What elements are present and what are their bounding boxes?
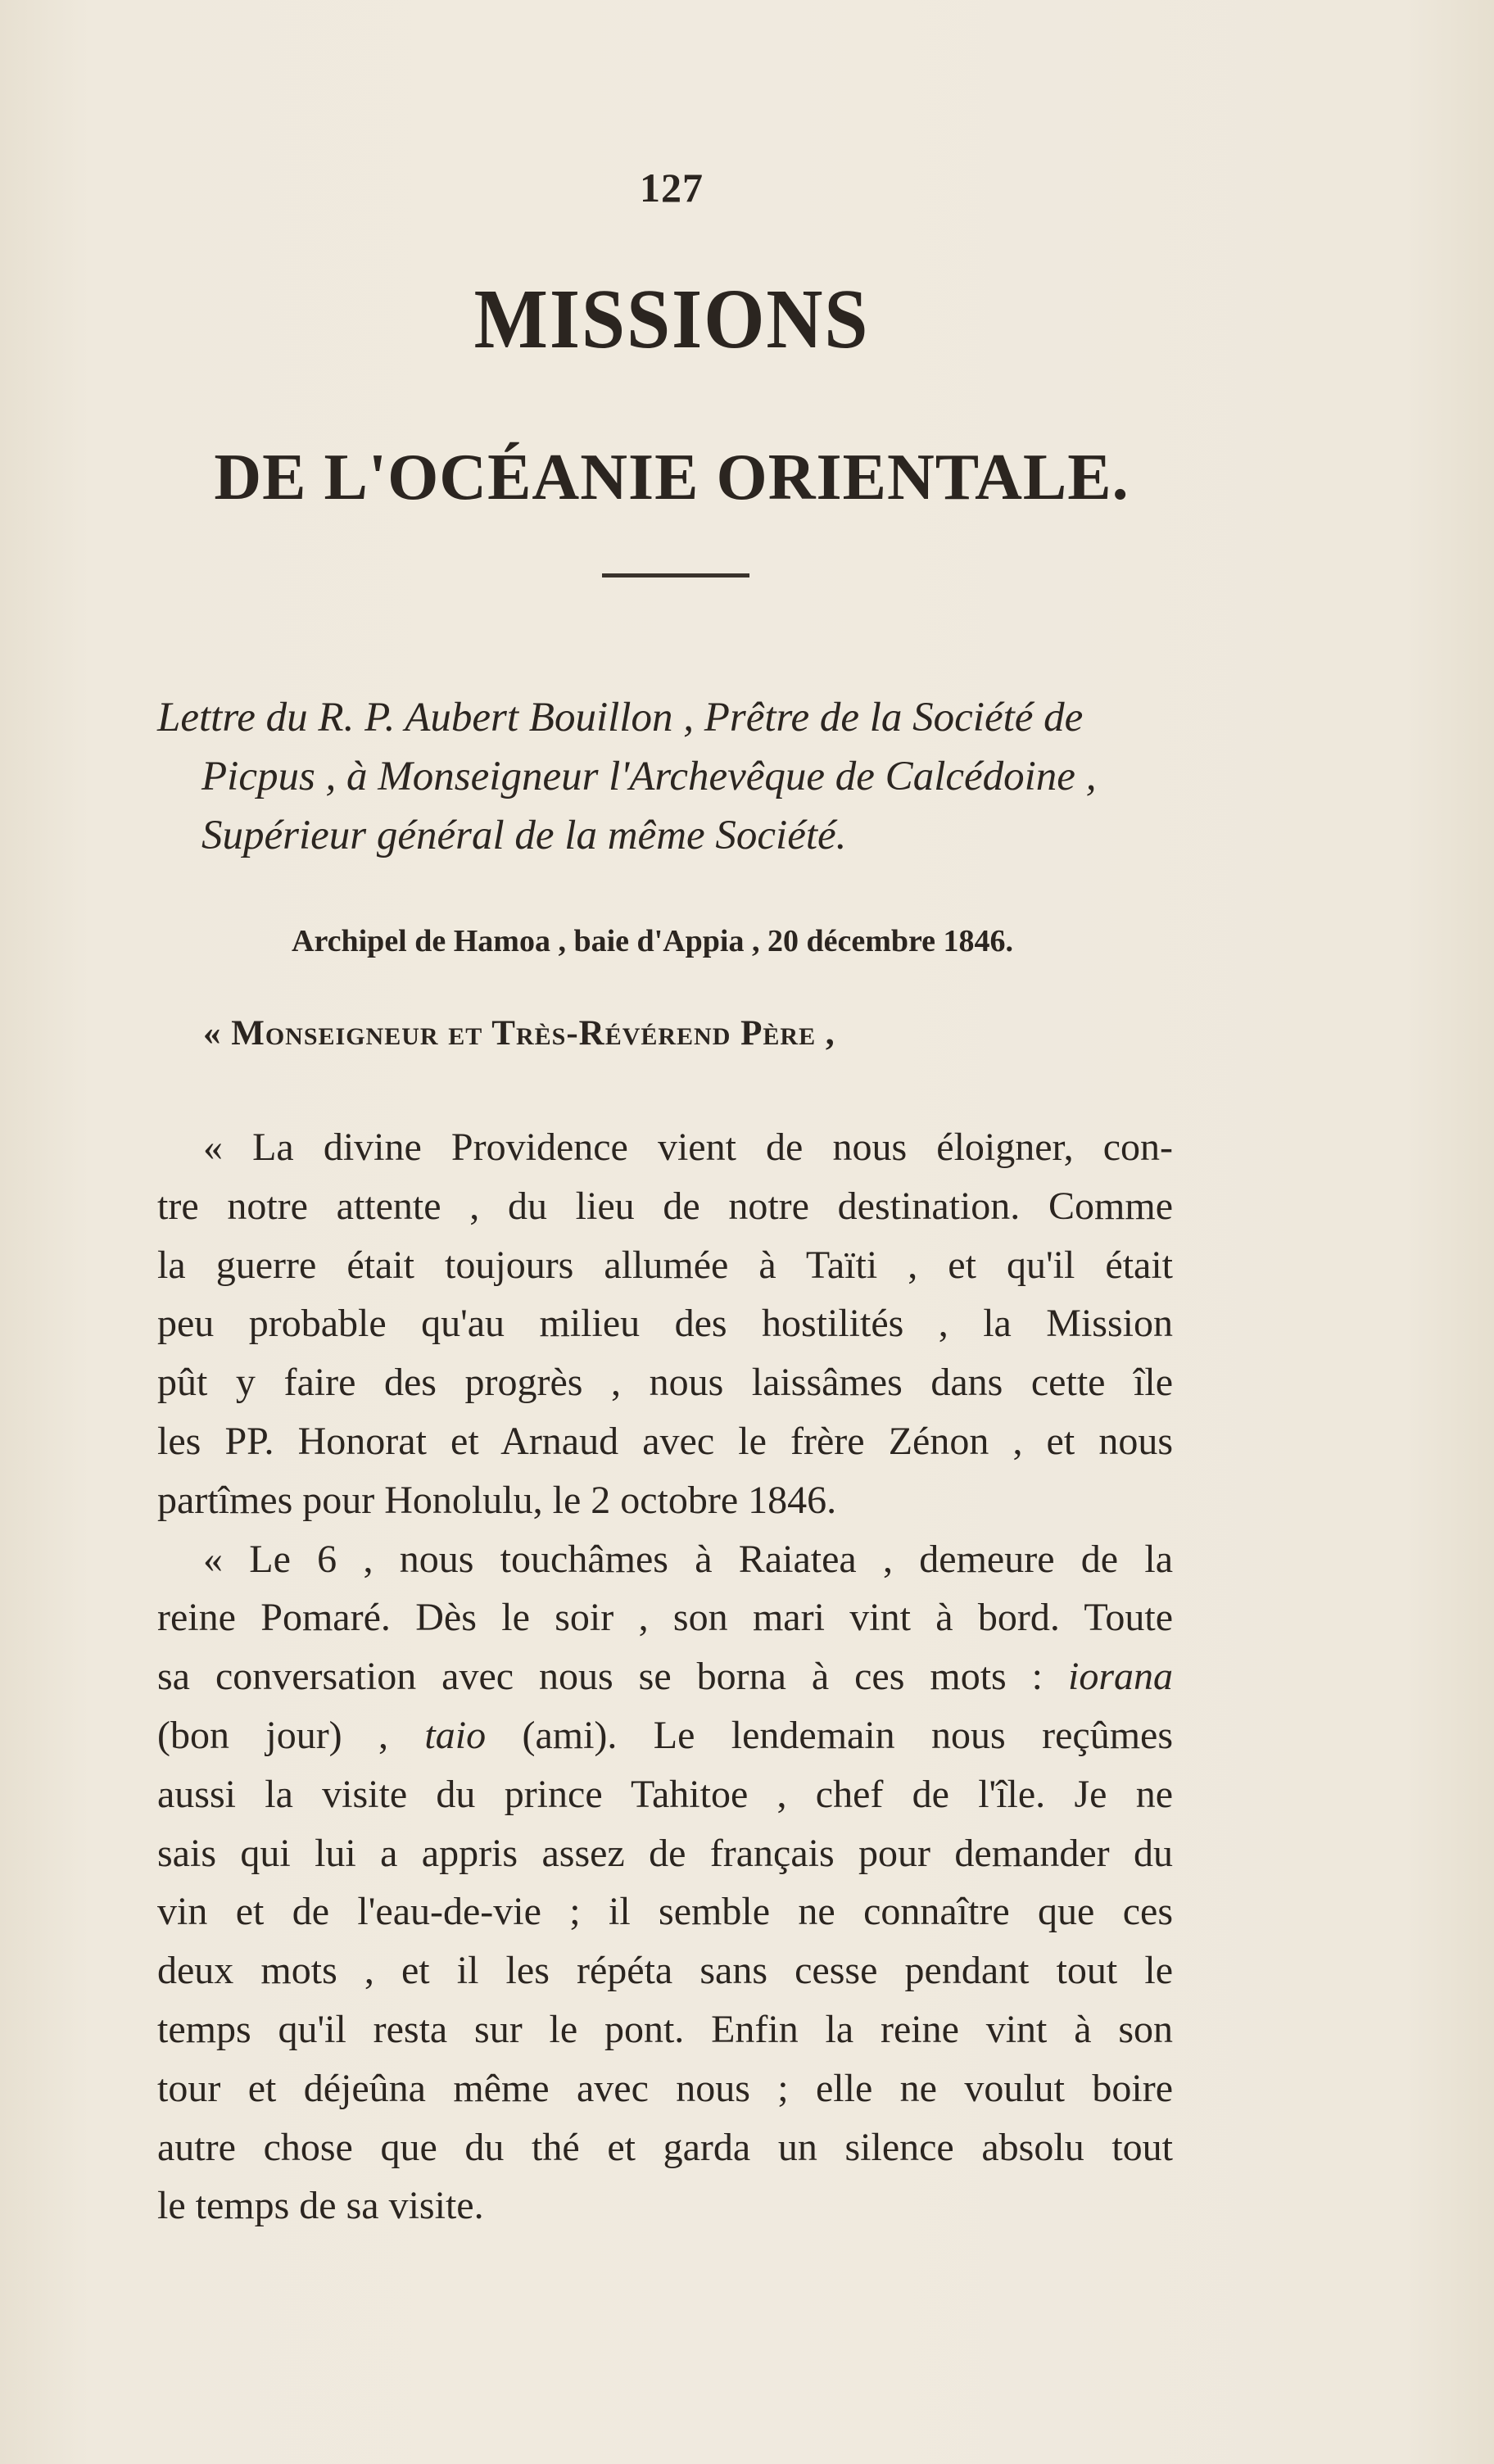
italic-word-taio: taio	[424, 1713, 487, 1757]
page-number: 127	[640, 165, 704, 211]
body-line-18: autre chose que du thé et garda un silence absolu tout	[157, 2125, 1173, 2169]
title-rule-divider	[602, 573, 749, 578]
body-line-12: aussi la visite du prince Tahitoe , chef de l'île. Je ne	[157, 1772, 1173, 1816]
letter-header-line-2: Picpus , à Monseigneur l'Archevêque de Calcédoine ,	[201, 754, 1097, 799]
body-line-16: temps qu'il resta sur le pont. Enfin la reine vint à son	[157, 2007, 1173, 2051]
body-line-7: partîmes pour Honolulu, le 2 octobre 1846.	[157, 1478, 837, 1522]
body-line-10-text: sa conversation avec nous se borna à ces mots :	[157, 1655, 1044, 1699]
body-line-10	[157, 1647, 1173, 1706]
title-line-2: DE L'OCÉANIE ORIENTALE.	[214, 442, 1130, 514]
body-line-1: « La divine Providence vient de nous éloigner, con-	[203, 1126, 1173, 1169]
letter-header	[157, 688, 1189, 865]
salutation: « Monseigneur et Très-Révérend Père ,	[203, 1014, 835, 1053]
place-date-line: Archipel de Hamoa , baie d'Appia , 20 décembre 1846.	[292, 924, 1014, 958]
letter-header-line-3: Supérieur général de la même Société.	[201, 813, 847, 858]
italic-word-iorana: iorana	[1068, 1655, 1174, 1699]
body-line-6: les PP. Honorat et Arnaud avec le frère Zénon , et nous	[157, 1419, 1173, 1463]
body-line-11	[157, 1706, 1173, 1765]
title-line-1: MISSIONS	[473, 272, 870, 366]
body-line-2: tre notre attente , du lieu de notre destination. Comme	[157, 1184, 1173, 1228]
body-line-17: tour et déjeûna même avec nous ; elle ne voulut boire	[157, 2066, 1173, 2110]
body-line-15: deux mots , et il les répéta sans cesse pendant tout le	[157, 1949, 1173, 1993]
body-line-4: peu probable qu'au milieu des hostilités , la Mission	[157, 1302, 1173, 1346]
letter-header-line-1: Lettre du R. P. Aubert Bouillon , Prêtre de la Société de	[157, 695, 1084, 741]
body-line-14: vin et de l'eau-de-vie ; il semble ne connaître que ces	[157, 1890, 1173, 1934]
body-line-13: sais qui lui a appris assez de français pour demander du	[157, 1831, 1173, 1875]
body-line-11-tail: (ami). Le lendemain nous reçûmes	[522, 1713, 1174, 1757]
body-text	[157, 1118, 1173, 2235]
body-line-9: reine Pomaré. Dès le soir , son mari vint à bord. Toute	[157, 1596, 1173, 1640]
body-line-8: « Le 6 , nous touchâmes à Raiatea , demeure de la	[203, 1537, 1173, 1581]
body-line-5: pût y faire des progrès , nous laissâmes dans cette île	[157, 1361, 1173, 1405]
body-line-3: la guerre était toujours allumée à Taïti , et qu'il était	[157, 1243, 1173, 1287]
body-line-11-text: (bon jour) ,	[157, 1713, 389, 1757]
body-line-19: le temps de sa visite.	[157, 2184, 484, 2228]
